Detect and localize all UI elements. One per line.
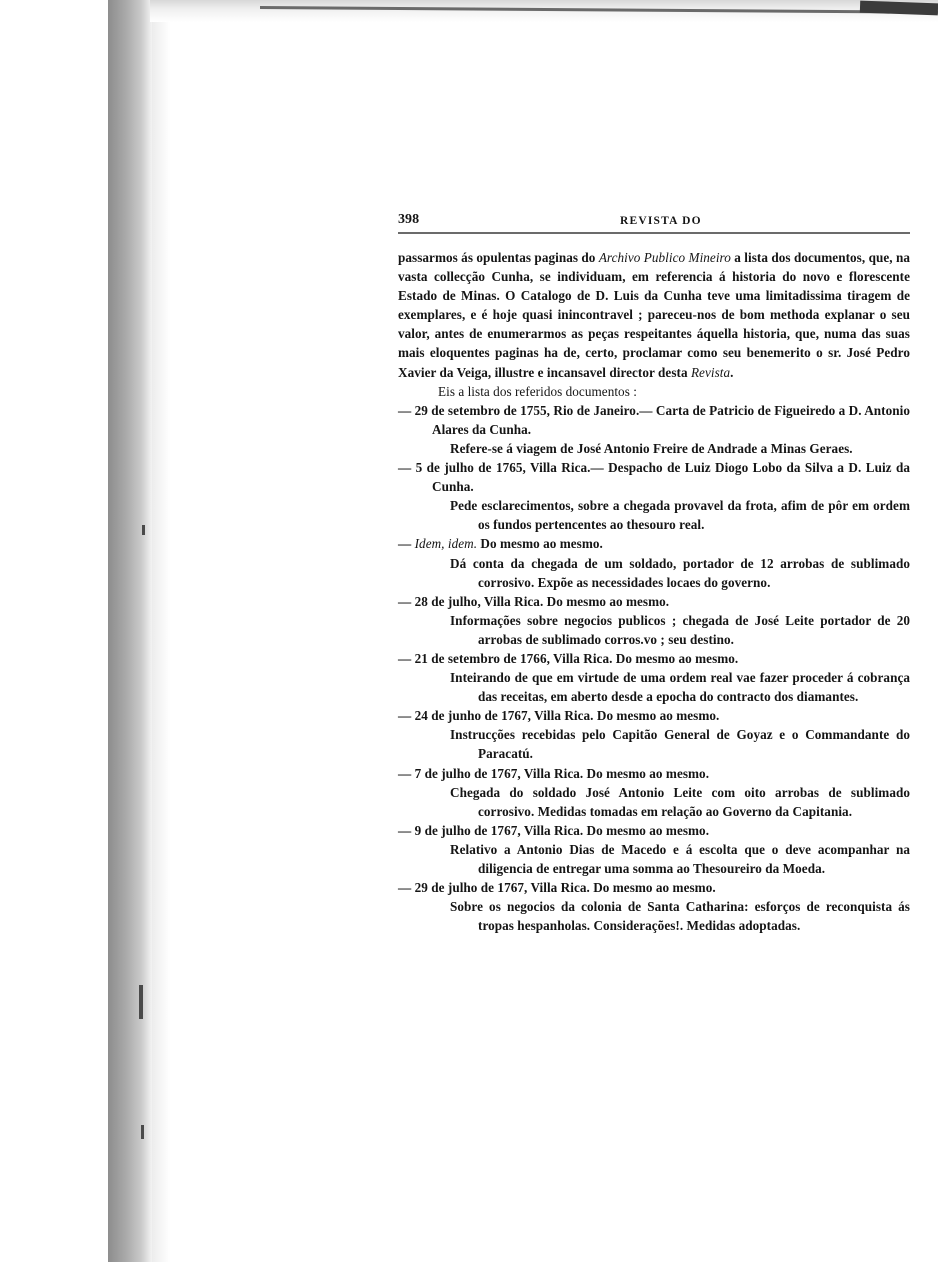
entry-summary: Inteirando de que em virtude de uma ordem real vae fazer proceder á cobrança das receitas, em aberto desde a epocha do contracto dos diamantes.	[450, 670, 910, 705]
entry-summary: Relativo a Antonio Dias de Macedo e á escolta que o deve acompanhar na diligencia de entregar uma somma ao Thesoureiro da Moeda.	[450, 841, 910, 876]
entry-summary: Dá conta da chegada de um soldado, portador de 12 arrobas de sublimado corrosivo. Expõe as necessidades locaes do governo.	[450, 555, 910, 590]
document-entry	[398, 878, 910, 935]
intro-text: .	[730, 364, 734, 380]
entry-heading-text: 7 de julho de 1767, Villa Rica. Do mesmo ao mesmo.	[414, 765, 710, 781]
scan-speck	[139, 985, 143, 1019]
journal-title: Revista	[690, 364, 731, 380]
entry-heading	[398, 534, 910, 553]
entry-heading	[398, 592, 910, 611]
entry-heading	[398, 401, 910, 439]
document-entry	[398, 649, 910, 706]
book-page	[398, 210, 910, 935]
archive-title: Archivo Publico Mineiro	[598, 250, 731, 265]
page-number: 398	[398, 212, 420, 227]
intro-text: a lista dos documentos, que, na vasta collecção Cunha, se individuam, em referencia á historia do novo e florescente Estado de Minas. O Catalogo de D. Luis da Cunha teve uma limitadissima tiragem de exemplares, e é hoje quasi inincontravel ; pareceu-nos de bom methoda explanar o seu valor, antes de enumerarmos as peças respeitantes áquella historia, que, numa das suas mais eloquentes paginas ha de, certo, proclamar como seu benemerito o sr. José Pedro Xavier da Veiga, illustre e incansavel director desta	[398, 250, 910, 380]
scan-binding-gutter	[108, 0, 152, 1262]
entry-heading	[398, 878, 910, 897]
list-lead: Eis a lista dos referidos documentos :	[438, 383, 637, 399]
entry-heading-text: Do mesmo ao mesmo.	[477, 536, 603, 552]
document-entry	[398, 821, 910, 878]
entry-heading	[398, 821, 910, 840]
scan-speck	[141, 1125, 144, 1139]
entry-heading-text: 29 de julho de 1767, Villa Rica. Do mesmo ao mesmo.	[414, 880, 716, 896]
entry-summary: Instrucções recebidas pelo Capitão General de Goyaz e o Commandante do Paracatú.	[450, 727, 910, 762]
document-entry	[398, 458, 910, 534]
entry-summary: Informações sobre negocios publicos ; chegada de José Leite portador de 20 arrobas de sublimado corros.vo ; seu destino.	[450, 612, 910, 647]
entry-dash: —	[398, 765, 412, 781]
entry-heading	[398, 706, 910, 725]
running-title: REVISTA DO	[620, 215, 702, 227]
entry-heading-text: 5 de julho de 1765, Villa Rica.— Despacho de Luiz Diogo Lobo da Silva a D. Luiz da Cunha.	[415, 460, 910, 495]
entry-dash: —	[398, 536, 412, 552]
entry-heading	[398, 764, 910, 783]
entry-heading	[398, 458, 910, 496]
entry-heading-text: 21 de setembro de 1766, Villa Rica. Do mesmo ao mesmo.	[414, 650, 739, 666]
scan-speck	[142, 525, 145, 535]
entry-dash: —	[398, 822, 412, 838]
entry-dash: —	[398, 593, 412, 609]
scan-gutter-shadow	[152, 0, 170, 1262]
entry-summary: Sobre os negocios da colonia de Santa Catharina: esforços de reconquista ás tropas hespanholas. Considerações!. Medidas adoptadas.	[450, 899, 910, 934]
entry-heading-text: 28 de julho, Villa Rica. Do mesmo ao mesmo.	[414, 593, 670, 609]
entry-dash: —	[398, 460, 412, 476]
document-entry	[398, 534, 910, 591]
intro-paragraph	[398, 248, 910, 382]
entry-dash: —	[398, 402, 412, 418]
entry-summary: Chegada do soldado José Antonio Leite com oito arrobas de sublimado corrosivo. Medidas tomadas em relação ao Governo da Capitania.	[450, 784, 910, 819]
entry-heading-italic: Idem, idem.	[414, 536, 478, 552]
entry-heading-text: 9 de julho de 1767, Villa Rica. Do mesmo ao mesmo.	[414, 822, 710, 838]
entry-summary: Refere-se á viagem de José Antonio Freire de Andrade a Minas Geraes.	[450, 440, 853, 456]
entry-dash: —	[398, 880, 412, 896]
entry-dash: —	[398, 650, 412, 666]
document-entry	[398, 592, 910, 649]
intro-text: passarmos ás opulentas paginas do	[398, 250, 599, 265]
entry-heading-text: 24 de junho de 1767, Villa Rica. Do mesmo ao mesmo.	[414, 708, 720, 724]
running-head	[398, 210, 910, 232]
header-rule	[398, 232, 910, 234]
entry-heading	[398, 649, 910, 668]
entry-summary: Pede esclarecimentos, sobre a chegada provavel da frota, afim de pôr em ordem os fundos pertencentes ao thesouro real.	[450, 498, 910, 533]
document-entry	[398, 706, 910, 763]
entry-dash: —	[398, 708, 412, 724]
document-entry	[398, 764, 910, 821]
document-entry	[398, 401, 910, 458]
entry-heading-text: 29 de setembro de 1755, Rio de Janeiro.— Carta de Patricio de Figueiredo a D. Antonio Alares da Cunha.	[414, 402, 910, 437]
